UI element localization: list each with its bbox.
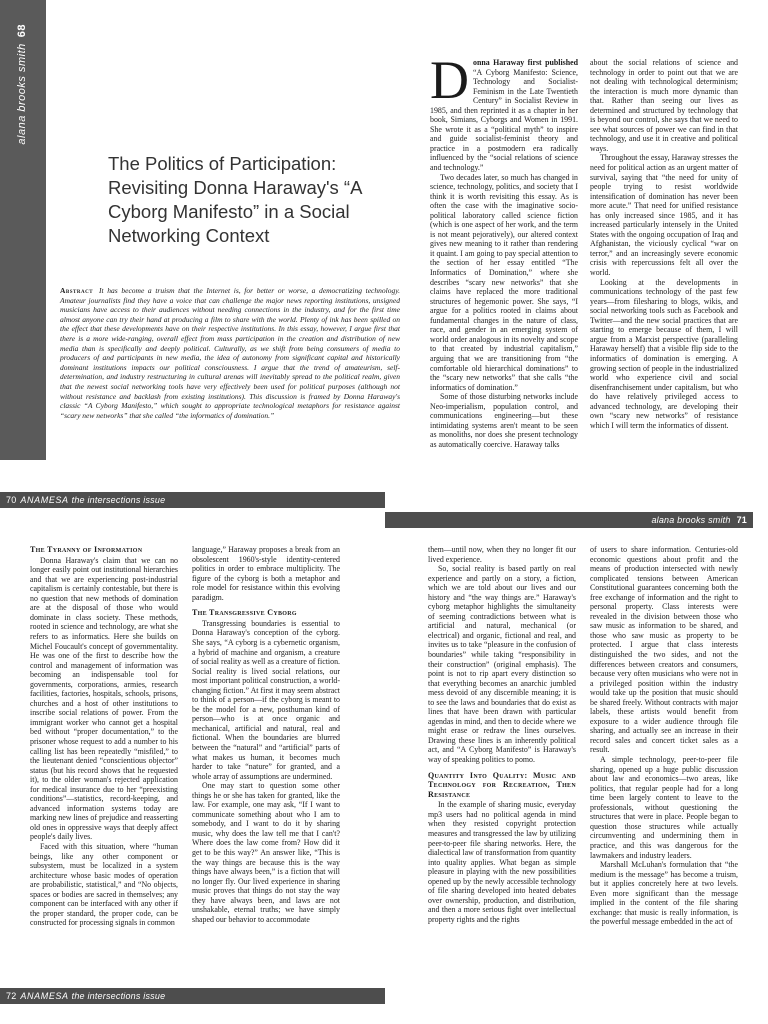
paragraph: Looking at the developments in communications technology of the past few years—from filesharing to blogs, wikis, and social networking tools such as Facebook and Twitter—and the new social practices that are starting to emerge because of them, I will argue from a Marxist perspective (paralleling Haraway herself) that a visible flip side to the informatics of domination is emerging. A growing section of people in the industrialized world who experience civil and social disenfranchisement under capitalism, but who do have relatively privileged access to advanced technology, are developing their own “scary new networks” of resistance which I will term the informatics of dissent. — [590, 277, 738, 430]
article-title: The Politics of Participation: Revisiting Donna Haraway's “A Cyborg Manifesto” in a Social Networking Context — [108, 153, 362, 246]
paragraph: In the example of sharing music, everyday mp3 users had no political agenda in mind when they resisted copyright protection measures and transgressed the law by utilizing peer-to-peer file sharing networks. Here, the dialectical law of transformation from quantity into quality applies. What began as simple pleasure in playing with the new possibilities opened up by the newly accessible technology of file sharing developed into heated debates over ownership, production, and distribution, and then a more serious fight over intellectual property rights and the rights — [428, 800, 576, 924]
paragraph: One may start to question some other things he or she has taken for granted, like the law. For example, one may ask, “If I want to communicate something about who I am to somebody, and I want to do it by sharing music, why does the law tell me that I can't? Where does the law come from? How did it get to be this way?” An answer like, “This is the way things are because this is the way things have always been,” is a fiction that will no longer fly. Our lived experience in sharing music proves that things do not stay the way they have always been, and laws are not unshakable, eternal truths; we have simply shaped our behavior to accommodate — [192, 781, 340, 924]
section-heading: The Transgressive Cyborg — [192, 608, 297, 618]
abstract — [60, 286, 400, 420]
lead-in: onna Haraway first published — [473, 58, 578, 67]
bottom-page — [0, 512, 768, 1024]
section-heading: The Tyranny of Information — [30, 545, 143, 554]
running-head-page: 68 — [16, 24, 28, 38]
paragraph: language,” Haraway proposes a break from an obsolescent 1960's-style identity-centered politics in order to embrace multiplicity. The figure of the cyborg is both a metaphor and role model for resistance within this evolving paradigm. — [192, 545, 340, 602]
footer-page-number: 72 — [6, 991, 17, 1001]
bottom-column-3 — [428, 545, 576, 924]
running-head-band — [0, 0, 46, 460]
paragraph: about the social relations of science and technology in order to point out that we are not dealing with technological determinism; the interaction is much more dynamic than that. Rather than seeing our lives as determined and structured by technology that is beyond our control, she says that we need to see what sources of power we can find in that technology, and use it in creative and political ways. — [590, 58, 738, 153]
paragraph: Donna Haraway's claim that we can no longer easily point out institutional hierarchies and that we are experiencing post-industrial capitalism is certainly contestable, but there is no question that new methods of domination are at the disposal of those who would dominate in class society. These methods, rooted in science and technology, are what she refers to as informatics. Here she builds on Michel Foucault's concept of governmentality. He was one of the first to describe how the control and management of information was becoming an indispensable tool for governments, corporations, armies, research facilities, factories, hospitals, schools, prisons, churches and a host of other institutions to inscribe social relations of power. From the immigrant worker who cannot get a hospital bed without “proper documentation,” to the prisoner whose request to add a number to his calling list has been repeatedly “misfiled,” to the lieutenant denied “conscientious objector” status (but his record shows that he requested it), to the older woman's rejected application for medical insurance due to her “preexisting conditions”—statistics, record-keeping, and advanced information systems today are marking new lines of prejudice and reasserting old ones in oppressive ways that deeply affect people's daily lives. — [30, 555, 178, 842]
paragraph: A simple technology, peer-to-peer file sharing, opened up a huge public discussion about law and economics—two areas, like politics, that regular people had for a long time been largely content to leave to the professionals, without questioning the structures that were in place. People began to question those structures while actually circumventing and undermining them in practice, and this was dangerous for the lawmakers and industry leaders. — [590, 755, 738, 860]
paragraph: “A Cyborg Manifesto: Science, Technology and Socialist-Feminism in the Late Twentieth Century” in Socialist Review in 1985, and then reprinted it as a chapter in her book, Simians, Cyborgs and Women in 1991. She wrote it as a “political myth” to inspire and guide socialist-feminist theory and practice in a postmodern era radically influenced by the “social relations of science and technology.” — [430, 67, 578, 173]
top-column-2 — [590, 58, 738, 430]
bottom-column-2 — [192, 545, 340, 924]
paragraph: Faced with this situation, where “human beings, like any other component or subsystem, must be localized in a system architecture whose basic modes of operation are probabilistic, statistical,” and “No objects, spaces or bodies are sacred in themselves; any component can be interfaced with any other if the proper standard, the proper code, can be constructed for processing signals in common — [30, 842, 178, 928]
drop-cap: D — [430, 50, 469, 110]
paragraph: of users to share information. Centuries-old economic questions about profit and the means of production intersected with newly complicated tensions between American Constitutional guarantees concerning both the free exchange of information and the right to personal property. Class interests were revealed in the division between those who saw music as information to be shared, and those who saw music as property to be protected. I argue that class interests distinguished the two sides, and not the differences between creators and consumers, because very often musicians who were not in a privileged position within the industry would take up the position that music should be shared freely. Without contracts with major labels, these artists would benefit from exposure to a wider audience through file sharing, and actually see an increase in their record sales and concert ticket sales as a result. — [590, 545, 738, 755]
footer-issue: the intersections issue — [71, 495, 166, 505]
bottom-column-4 — [590, 545, 738, 927]
paragraph: them—until now, when they no longer fit our lived experience. — [428, 545, 576, 564]
paragraph: Marshall McLuhan's formulation that “the medium is the message” has become a truism, but it applies concretely here at two levels. Even more significant than the message implied in the content of the file sharing exchange: that music is really information, is the powerful message embedded in the act of — [590, 860, 738, 927]
bottom-footer — [0, 988, 385, 1004]
paragraph: Two decades later, so much has changed in science, technology, politics, and society that I think it is worth revisiting this essay. As is often the case with the imaginative socio-political laboratory called science fiction (which is one aspect of her work, and the term is not meant pejoratively), our altered context gives new meaning to it rather than rendering it quaint. I am going to pay special attention to the section of her essay entitled “The Informatics of Domination,” where she describes “scary new networks” that she claims have replaced the more traditional structures of hegemonic power. She says, “I argue for a politics rooted in claims about fundamental changes in the nature of class, race, and gender in an emerging system of world order analogous in its novelty and scope to that created by industrial capitalism,” arguing that we are transitioning from “the comfortable old hierarchical dominations” to the “scary new networks” that she calls “the informatics of domination.” — [430, 172, 578, 392]
footer-magazine: ANAMESA — [20, 991, 69, 1001]
top-footer — [0, 492, 385, 508]
footer-page-number: 71 — [736, 515, 747, 525]
footer-magazine: ANAMESA — [20, 495, 69, 505]
top-column-1 — [430, 50, 578, 449]
abstract-text: It has become a truism that the Internet is, for better or worse, a democratizing technology. Amateur journalists find they have a voice that can challenge the major news reporting institutions, unsigned musicians have access to their audiences without needing connections in the industry, and for the first time almost anyone can try their hand at producing a film to share with the world. Plenty of ink has been spilled on the effect that these developments have on their respective institutions. In this essay, however, I argue first that there is a more wide-ranging, overall effect from mass participation in the creation and distribution of new media than is specifically and deeply political. Culturally, as we shift from being consumers of media to producers of and participants in new media, the idea of autonomy from significant capital and historically dominant institutions impacts our political consciousness. I argue that the trend of amateurism, self-determination, and industry restructuring in cultural arenas will inevitably spread to the political realm, given that the newest social networking tools have very effectively been used for political purposes (although not without resistance and backlash from existing institutions). This discussion is framed by Donna Haraway's classic “A Cyborg Manifesto,” which sought to appropriate technological metaphors for resistance against “scary new networks” that she called “the informatics of domination.” — [60, 286, 400, 420]
section-heading: Quantity Into Quality: Music and Technology for Recreation, Then Resistance — [428, 770, 576, 799]
footer-issue: the intersections issue — [71, 991, 166, 1001]
paragraph: So, social reality is based partly on real experience and partly on a story, a fiction, which we are told about our lives and our history and “the way things are.” Haraway's cyborg metaphor highlights the simultaneity of seeming contradictions between what is artificial and natural, mechanical (or electrical) and organic, fictional and real, and invites us to take “pleasure in the confusion of boundaries” while taking “responsibility in their construction” (original emphasis). The point is not to rip apart every distinction so that everything becomes an anarchic jumbled mess devoid of any discernible meaning; it is to see the laws and boundaries that do exist as lines that have been drawn with particular agendas in mind, and then to decide where we might erase or redraw the lines ourselves. Drawing these lines is an inherently political act, and “A Cyborg Manifesto” is Haraway's way of speaking politics to pomo. — [428, 564, 576, 765]
footer-page-number: 70 — [6, 495, 17, 505]
abstract-label: Abstract — [60, 286, 94, 295]
paragraph: Throughout the essay, Haraway stresses the need for political action as an urgent matter of survival, saying that “the need for unity of people trying to resist worldwide intensification of domination has never been more acute.” That need for unified resistance has only increased since 1985, and it has increased particularly intensely in the United States with the ongoing occupation of Iraq and Afghanistan, the viciously cyclical “war on terror,” and an increasingly severe economic crisis with repercussions felt all over the world. — [590, 153, 738, 278]
paragraph: Transgressing boundaries is essential to Donna Haraway's conception of the cyborg. She says, “A cyborg is a cybernetic organism, a hybrid of machine and organism, a creature of social reality as well as a creature of fiction. Social reality is lived social relations, our most important political construction, a world-changing fiction.” At first it may seem abstract to think of a person—if the cyborg is meant to be the model for a new, posthuman kind of person—who is at once organic and mechanical, artificial and natural, real and fictional. When the boundaries are blurred between the “natural” and “artificial” parts of what makes us human, it becomes much harder to take “nature” for granted, and a whole array of assumptions are undermined. — [192, 618, 340, 781]
footer-author: alana brooks smith — [651, 515, 731, 525]
running-head-author: alana brooks smith — [16, 43, 28, 145]
bottom-header-bar — [385, 512, 753, 528]
bottom-column-1 — [30, 545, 178, 928]
paragraph: Some of those disturbing networks include Neo-imperialism, population control, and communications engineering—but these intimidating systems aren't meant to be seen as monoliths, nor does she present technology as automatically coercive. Haraway talks — [430, 392, 578, 449]
